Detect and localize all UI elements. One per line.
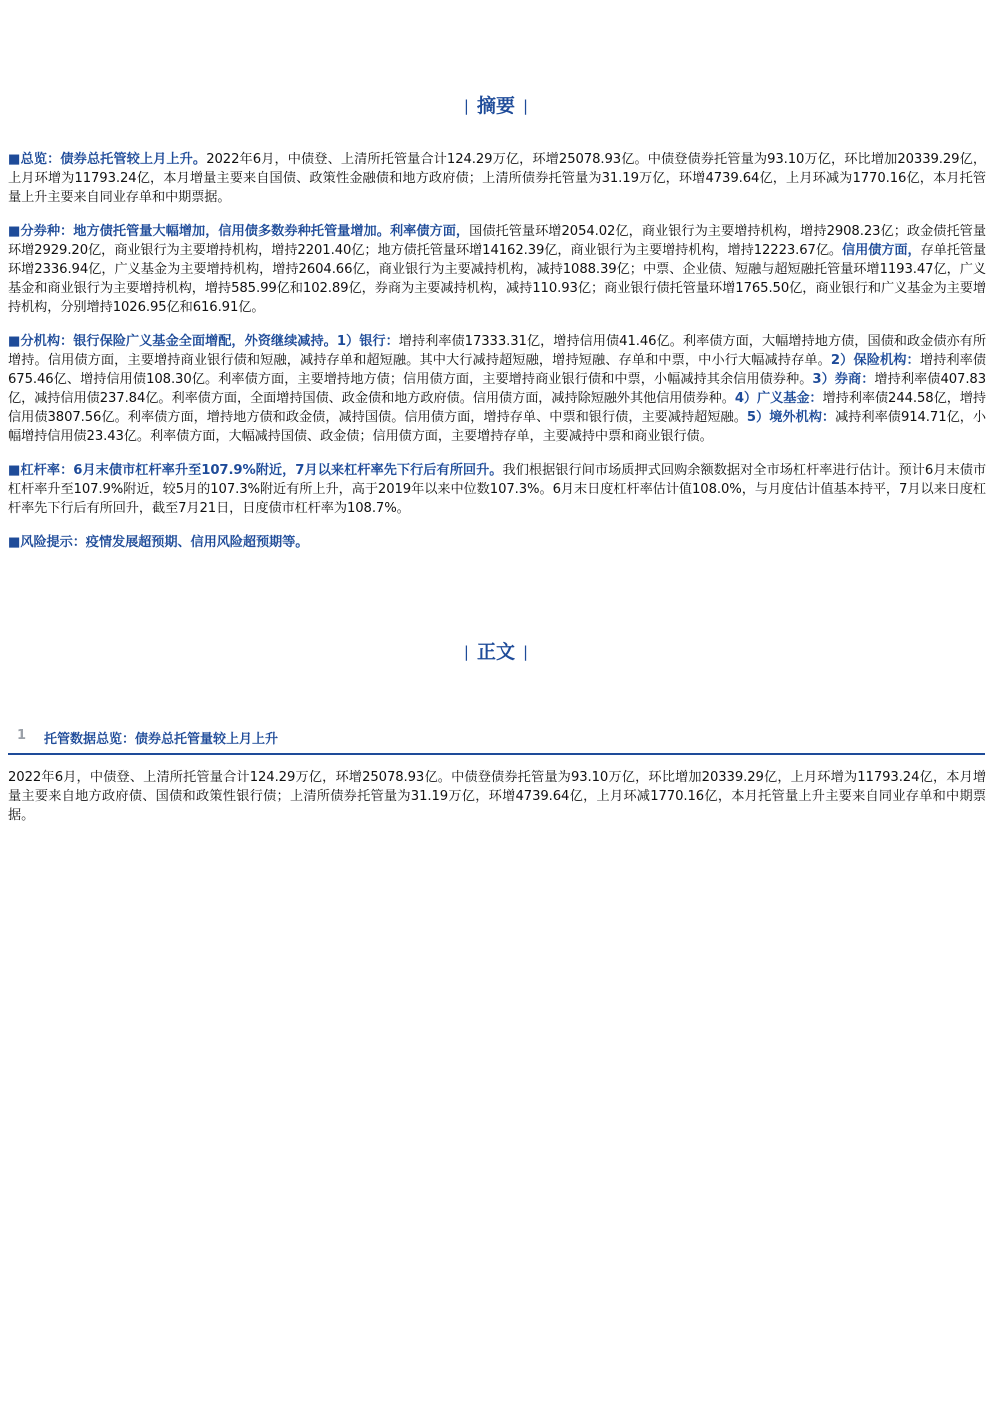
chapter-header	[8, 726, 985, 755]
paragraph-lead: 分机构：银行保险广义基金全面增配，外资继续减持。1）银行：	[20, 334, 399, 349]
paragraph-lead: 分券种：地方债托管量大幅增加，信用债多数券种托管量增加。利率债方面，	[20, 224, 470, 239]
abstract-paragraph	[8, 461, 986, 518]
abstract-paragraph	[8, 332, 986, 446]
abstract-paragraph	[8, 150, 986, 207]
paragraph-text: 减持利率债914.71亿，小幅增持信用债23.43亿。利率债方面，大幅减持国债、政金债；信用债方面，主要增持存单，主要减持中票和商业银行债。	[8, 410, 986, 444]
body-section	[8, 768, 986, 840]
paragraph-lead: 4）广义基金：	[734, 391, 823, 406]
abstract-heading	[0, 94, 992, 119]
paragraph-lead: 风险提示：疫情发展超预期、信用风险超预期等。	[20, 535, 309, 550]
abstract-paragraph	[8, 533, 986, 552]
paragraph-text: 增持利率债407.83亿，减持信用债237.84亿。利率债方面，全面增持国债、政金债和地方政府债。信用债方面，减持除短融外其他信用债券种。	[8, 372, 986, 406]
main-heading-text: 正文	[476, 641, 515, 663]
paragraph-lead: 2）保险机构：	[830, 353, 920, 368]
paragraph-text: 增持利率债17333.31亿，增持信用债41.46亿。利率债方面，大幅增持地方债，国债和政金债亦有所增持。信用债方面，主要增持商业银行债和短融，减持存单和超短融。其中大行减持超短融，增持短融、存单和中票，中小行大幅减持存单。	[8, 334, 986, 368]
bullet-square-icon: ■	[8, 535, 21, 550]
heading-bar-left: |	[463, 97, 469, 115]
abstract-paragraph	[8, 222, 986, 317]
paragraph-text: 我们根据银行间市场质押式回购余额数据对全市场杠杆率进行估计。预计6月末债市杠杆率升至107.9%附近，较5月的107.3%附近有所上升，高于2019年以来中位数107.3%。6月末日度杠杆率估计值108.0%，与月度估计值基本持平，7月以来日度杠杆率先下行后有所回升，截至7月21日，日度债市杠杆率为108.7%。	[8, 463, 986, 516]
bullet-square-icon: ■	[8, 334, 21, 349]
paragraph-lead: 3）券商：	[812, 372, 875, 387]
bullet-square-icon: ■	[8, 463, 21, 478]
paragraph-text: 增持利率债244.58亿，增持信用债3807.56亿。利率债方面，增持地方债和政金债，减持国债。信用债方面，增持存单、中票和银行债，主要减持超短融。	[8, 391, 986, 425]
chapter-title: 托管数据总览：债券总托管量较上月上升	[44, 732, 279, 747]
paragraph-text: 增持利率债675.46亿、增持信用债108.30亿。利率债方面，主要增持地方债；信用债方面，主要增持商业银行债和中票，小幅减持其余信用债券种。	[8, 353, 987, 387]
paragraph-lead: 信用债方面，	[842, 243, 921, 258]
body-paragraph: 2022年6月，中债登、上清所托管量合计124.29万亿，环增25078.93亿。中债登债券托管量为93.10万亿，环比增加20339.29亿，上月环增为11793.24亿，本月增量主要来自地方政府债、国债和政策性银行债；上清所债券托管量为31.19万亿，环增4739.64亿，上月环减1770.16亿，本月托管量上升主要来自同业存单和中期票据。	[8, 770, 986, 823]
paragraph-text: 存单托管量环增2336.94亿，广义基金为主要增持机构，增持2604.66亿，商业银行为主要减持机构，减持1088.39亿；中票、企业债、短融与超短融托管量环增1193.47亿，广义基金和商业银行为主要增持机构，增持585.99亿和102.89亿，券商为主要减持机构，减持110.93亿；商业银行债托管量环增1765.50亿，商业银行和广义基金为主要增持机构，分别增持1026.95亿和616.91亿。	[8, 243, 987, 315]
main-heading	[0, 640, 992, 665]
paragraph-lead: 杠杆率：6月末债市杠杆率升至107.9%附近，7月以来杠杆率先下行后有所回升。	[20, 463, 503, 478]
bullet-square-icon: ■	[8, 152, 21, 167]
paragraph-text: 国债托管量环增2054.02亿，商业银行为主要增持机构，增持2908.23亿；政金债托管量环增2929.20亿，商业银行为主要增持机构，增持2201.40亿；地方债托管量环增14162.39亿，商业银行为主要增持机构，增持12223.67亿。	[8, 224, 986, 258]
paragraph-lead: 总览：债券总托管较上月上升。	[20, 152, 207, 167]
heading-bar-right: |	[523, 643, 529, 661]
bullet-square-icon: ■	[8, 224, 21, 239]
heading-bar-right: |	[523, 97, 529, 115]
chapter-number: 1	[17, 728, 27, 743]
paragraph-lead: 5）境外机构：	[746, 410, 836, 425]
heading-bar-left: |	[463, 643, 469, 661]
paragraph-text: 2022年6月，中债登、上清所托管量合计124.29万亿，环增25078.93亿。中债登债券托管量为93.10万亿，环比增加20339.29亿，上月环增为11793.24亿，本月增量主要来自国债、政策性金融债和地方政府债；上清所债券托管量为31.19万亿，环增4739.64亿，上月环减为1770.16亿，本月托管量上升主要来自同业存单和中期票据。	[8, 152, 986, 205]
abstract-heading-text: 摘要	[476, 95, 515, 117]
abstract-section	[8, 150, 986, 567]
